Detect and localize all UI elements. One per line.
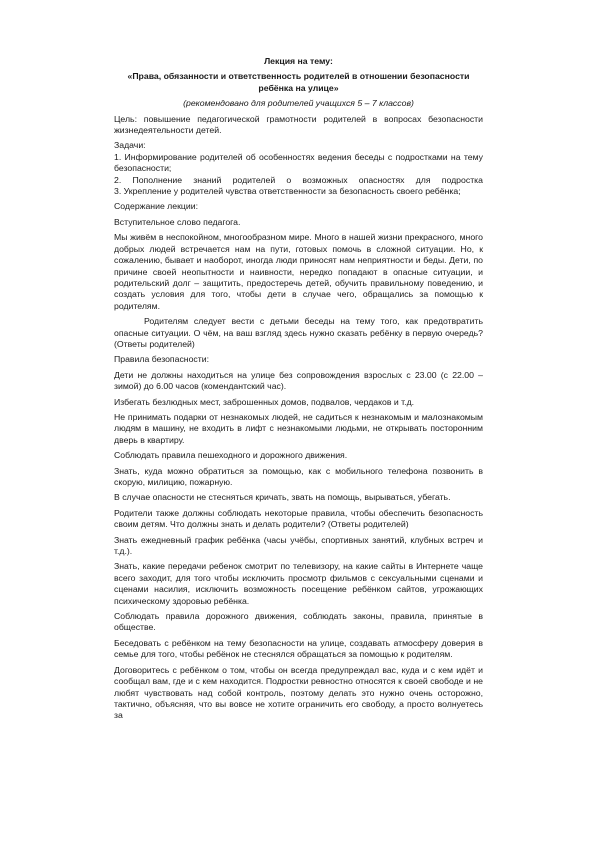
lecture-heading: Лекция на тему:	[264, 56, 333, 66]
paragraph-2: Родителям следует вести с детьми беседы на тему того, как предотвратить опасные ситуации. О чём, на ваш взгляд здесь нужно сказать ребёнку в первую очередь? (Ответы родителей)	[114, 316, 483, 349]
tasks-label: Задачи:	[114, 140, 146, 151]
lecture-title: «Права, обязанности и ответственность родителей в отношении безопасности ребёнка на улице»	[127, 71, 470, 93]
rule-item: Дети не должны находиться на улице без сопровождения взрослых с 23.00 (с 22.00 – зимой) до 6.00 часов (комендантский час).	[114, 369, 483, 392]
rule-item: Не принимать подарки от незнакомых людей, не садиться к незнакомым и малознакомым людям в машину, не входить в лифт с незнакомыми людьми, не открывать посторонним дверь в квартиру.	[114, 411, 483, 445]
parent-rule-item: Знать ежедневный график ребёнка (часы учёбы, спортивных занятий, клубных встреч и т.д.).	[114, 534, 483, 557]
parent-rule-item: Беседовать с ребёнком на тему безопасности на улице, создавать атмосферу доверия в семье для того, чтобы ребёнок не стеснялся обращаться за помощью к родителям.	[114, 637, 483, 660]
paragraph-1: Мы живём в неспокойном, многообразном мире. Много в нашей жизни прекрасного, много добрых людей встречается нам на пути, готовых помочь в сложной ситуации. Но, к сожалению, бывает и наоборот, иногда люди приносят нам неприятности и беды. Дети, по причине своей неопытности и наивности, нередко попадают в опасные ситуации, и родительский долг – защитить, предостеречь детей, обучить правильному поведению, и создать условия для того, чтобы дети в случае чего, обращались за помощью к родителям.	[114, 232, 483, 311]
goal-paragraph: Цель: повышение педагогической грамотности родителей в вопросах безопасности жизнедеятельности детей.	[114, 113, 483, 136]
parent-rule-item: Соблюдать правила дорожного движения, соблюдать законы, правила, принятые в обществе.	[114, 611, 483, 633]
rule-item: Соблюдать правила пешеходного и дорожного движения.	[114, 450, 348, 461]
task-item-2: 2. Пополнение знаний родителей о возможных опасностях для подростка	[114, 174, 483, 185]
parent-rule-item: Договоритесь с ребёнком о том, чтобы он всегда предупреждал вас, куда и с кем идёт и сообщал вам, где и с кем находится. Подростки ревностно относятся к своей свободе и не любят чувствовать над собой контроль, поэтому делать это нужно очень осторожно, тактично, объясняя, что вы вовсе не хотите ограничить его свободу, а просто волнуетесь за	[114, 664, 483, 721]
task-item-1: 1. Информирование родителей об особенностях ведения беседы с подростками на тему безопасности;	[114, 151, 483, 174]
task-item-3: 3. Укрепление у родителей чувства ответственности за безопасность своего ребёнка;	[114, 186, 461, 197]
rules-label: Правила безопасности:	[114, 354, 210, 365]
lecture-audience: (рекомендовано для родителей учащихся 5 – 7 классов)	[183, 98, 414, 109]
content-label: Содержание лекции:	[114, 201, 198, 212]
rule-item: Знать, куда можно обратиться за помощью, как с мобильного телефона позвонить в скорую, милицию, пожарную.	[114, 465, 483, 487]
rule-item: Избегать безлюдных мест, заброшенных домов, подвалов, чердаков и т.д.	[114, 396, 415, 407]
paragraph-3: Родители также должны соблюдать некоторые правила, чтобы обеспечить безопасность своим детям. Что должны знать и делать родители? (Ответы родителей)	[114, 507, 483, 530]
rule-item: В случае опасности не стесняться кричать, звать на помощь, вырываться, убегать.	[114, 492, 451, 503]
parent-rule-item: Знать, какие передачи ребенок смотрит по телевизору, на какие сайты в Интернете чаще всего заходит, для того чтобы исключить просмотр фильмов с сексуальными сценами и сценами насилия, исключить возможность посещение ребёнком сайтов, угрожающих психическому здоровью ребёнка.	[114, 561, 483, 606]
tasks-list	[114, 152, 483, 198]
document-body	[114, 56, 483, 726]
intro-line: Вступительное слово педагога.	[114, 216, 241, 227]
